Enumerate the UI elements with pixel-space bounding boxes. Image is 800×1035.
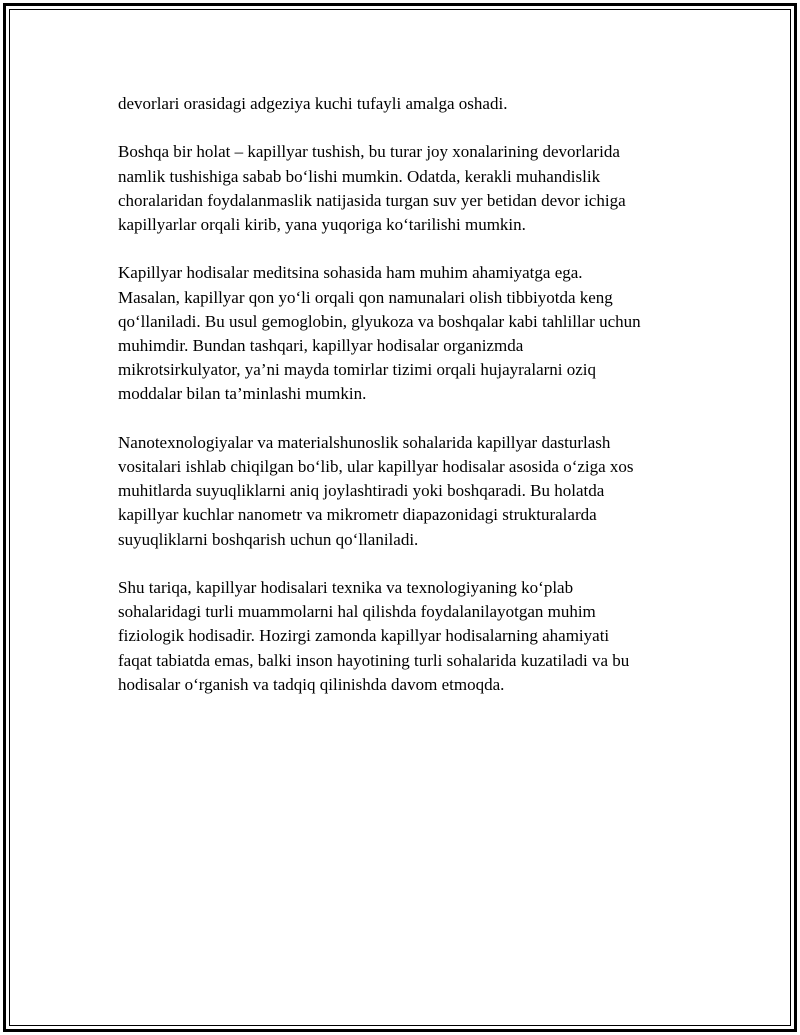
paragraph-conclusion: Shu tariqa, kapillyar hodisalari texnika va texnologiyaning ko‘plab sohalaridagi turli muammolarni hal qilishda foydalanilayotgan muhim fiziologik hodisadir. Hozirgi zamonda kapillyar hodisalarning ahamiyati faqat tabiatda emas, balki inson hayotining turli sohalarida kuzatiladi va bu hodisalar o‘rganish va tadqiq qilinishda davom etmoqda. (118, 578, 630, 694)
paragraph-medical-applications: Kapillyar hodisalar meditsina sohasida ham muhim ahamiyatga ega. Masalan, kapillyar qon yo‘li orqali qon namunalari olish tibbiyotda keng qo‘llaniladi. Bu usul gemoglobin, glyukoza va boshqalar kabi tahlillar uchun muhimdir. Bundan tashqari, kapillyar hodisalar organizmda mikrotsirkulyator, ya’ni mayda tomirlar tizimi orqali hujayralarni oziq moddalar bilan ta’minlashi mumkin. (118, 263, 641, 404)
paragraph-nanotechnology: Nanotexnologiyalar va materialshunoslik sohalarida kapillyar dasturlash vositalari ishlab chiqilgan bo‘lib, ular kapillyar hodisalar asosida o‘ziga xos muhitlarda suyuqliklarni aniq joylashtiradi yoki boshqaradi. Bu holatda kapillyar kuchlar nanometr va mikrometr diapazonidagi strukturalarda suyuqliklarni boshqarish uchun qo‘llaniladi. (118, 432, 634, 549)
document-body (118, 92, 708, 721)
paragraph-capillary-dampness: Boshqa bir holat – kapillyar tushish, bu turar joy xonalarining devorlarida namlik tushishiga sabab bo‘lishi mumkin. Odatda, kerakli muhandislik choralaridan foydalanmaslik natijasida turgan suv yer betidan devor ichiga kapillyarlar orqali kirib, yana yuqoriga ko‘tarilishi mumkin. (118, 142, 626, 234)
paragraph-adhesion-continuation: devorlari orasidagi adgeziya kuchi tufayli amalga oshadi. (118, 94, 508, 113)
